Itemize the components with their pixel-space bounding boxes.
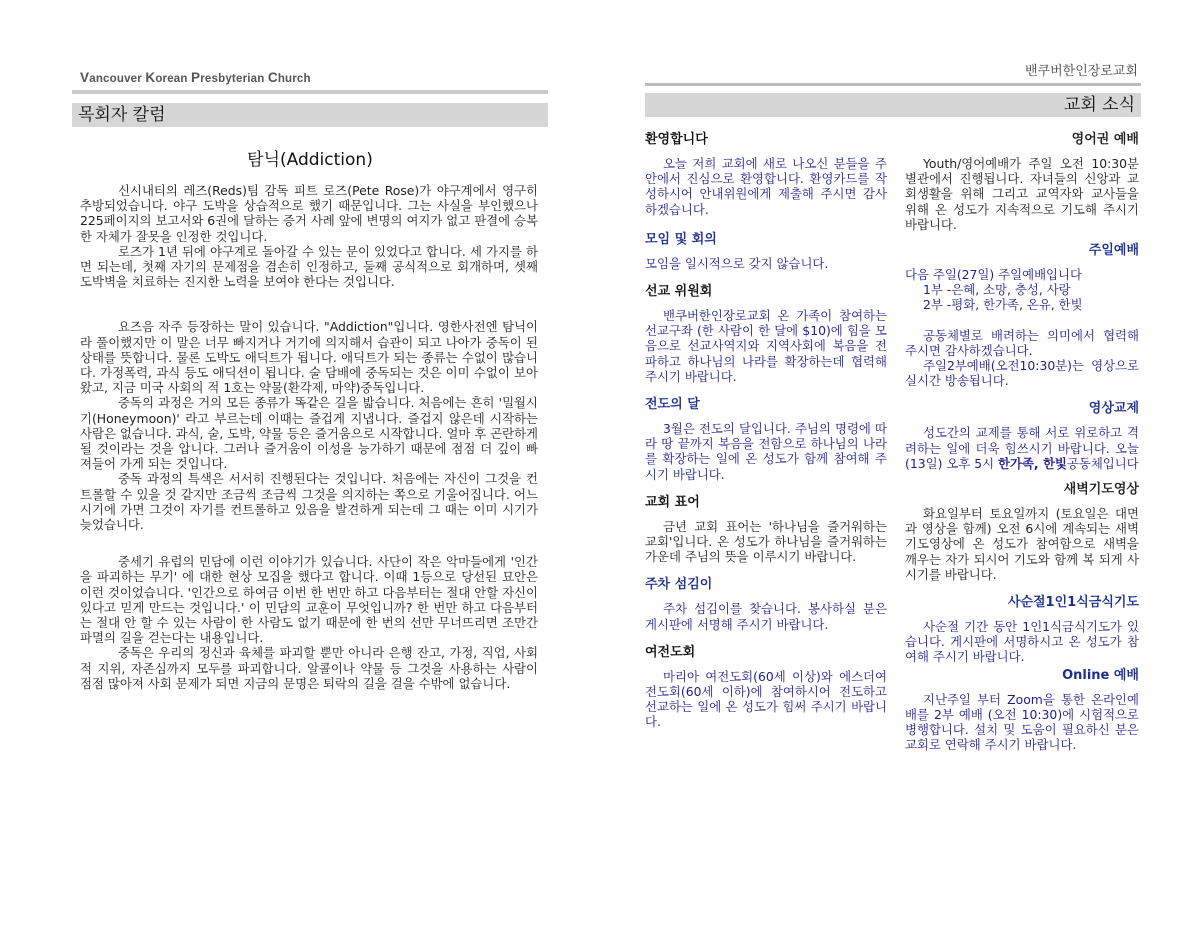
news-body: 금년 교회 표어는 '하나님을 즐거워하는 교회'입니다. 온 성도가 하나님을 즐거워하는 가운데 주님의 뜻을 이루시기 바랍니다. (645, 518, 887, 565)
news-body: 화요일부터 토요일까지 (토요일은 대면과 영상을 함께) 오전 6시에 계속되는 새벽기도영상에 온 성도가 참여함으로 새벽을 깨우는 자가 되시어 기도와 함께 복 되게 사시기를 바랍니다. (905, 506, 1139, 582)
news-heading: 사순절1인1식금식기도 (1007, 595, 1139, 611)
news-heading: 전도의 달 (645, 397, 700, 413)
news-column-left (645, 131, 887, 730)
article-paragraph: 중세기 유럽의 민담에 이런 이야기가 있습니다. 사단이 작은 악마들에게 '인간을 파괴하는 무기' 에 대한 현상 모집을 했다고 합니다. 이때 1등으로 당선된 묘안은 이런 것이었습니다. '인간으로 하여금 이번 한 번만 하고 다음부터는 절대 안할 자신이 있다고 믿게 만드는 것입니다.' 이 민담의 교훈이 무엇입니까? 한 번만 하고 다음부터는 절대 안 할 수 있는 사람이 한 사람도 없기 때문에 한 번의 선만 무너뜨리면 조만간 파멸의 길을 걷는다는 내용입니다. (80, 554, 538, 646)
article-paragraph: 로즈가 1년 뒤에 야구계로 돌아갈 수 있는 문이 있었다고 합니다. 세 가지를 하면 되는데, 첫째 자기의 문제점을 겸손히 인정하고, 둘째 공식적으로 회개하며, 셋째 도박벽을 치료하는 진지한 노력을 보여야 한다는 것입니다. (80, 243, 538, 290)
news-body (905, 267, 1139, 313)
article-paragraph: 요즈음 자주 등장하는 말이 있습니다. "Addiction"입니다. 영한사전엔 탐닉이라 풀이했지만 이 말은 너무 빠지거나 거기에 의지해서 습관이 되고 나아가 중독이 된 상태를 뜻합니다. 물론 도박도 애딕트가 됩니다. 애딕트가 되는 종류는 수없이 많습니다. 가정폭력, 과식 등도 애딕션이 됩니다. 술 담배에 중독되는 것은 이미 수없이 보아 왔고, 지금 미국 사회의 적 1호는 약물(환각제, 마약)중독입니다. (80, 319, 538, 396)
news-body: 마리아 여전도회(60세 이상)와 에스더여전도회(60세 이하)에 참여하시어 전도하고 선교하는 일에 온 성도가 힘써 주시기 바랍니다. (645, 668, 887, 730)
news-heading: 환영합니다 (645, 132, 708, 147)
news-body-red: 주일2부예배(오전10:30분)는 영상으로 실시간 방송됩니다. (905, 358, 1139, 389)
news-heading: 주일예배 (1088, 243, 1139, 259)
news-heading: 선교 위원회 (645, 284, 713, 300)
news-body: 사순절 기간 동안 1인1식금식기도가 있습니다. 게시판에 서명하시고 온 성도가 참여해 주시기 바랍니다. (905, 619, 1139, 665)
news-body: 밴쿠버한인장로교회 온 가족이 참여하는 선교구좌 (한 사람이 한 달에 $10)에 힘을 모음으로 선교사역지와 지역사회에 복음을 전파하고 하나님의 나라를 확장하는데 협력해 주시기 바랍니다. (645, 308, 887, 384)
news-heading: 교회 표어 (645, 494, 700, 510)
sunday-line: 다음 주일(27일) 주일예배입니다 (905, 267, 1082, 283)
sunday-line: 2부 -평화, 한가족, 온유, 한빛 (923, 297, 1083, 313)
news-heading: 새벽기도영상 (1063, 482, 1139, 498)
news-heading: 영상교제 (1088, 401, 1139, 417)
news-body: 성도간의 교제를 통해 서로 위로하고 격려하는 일에 더욱 힘쓰시기 바랍니다. 오늘(13일) 오후 5시 한가족, 한빛공동체입니다 (905, 425, 1139, 471)
news-body: 주차 섬김이를 찾습니다. 봉사하실 분은 게시판에 서명해 주시기 바랍니다. (645, 601, 887, 632)
article-paragraph: 중독의 과정은 거의 모든 종류가 똑같은 길을 밟습니다. 처음에는 흔히 '밀월시기(Honeymoon)' 라고 부르는데 이때는 즐겁게 지냅니다. 즐겁지 않은데 시작하는 사람은 없습니다. 과식, 술, 도박, 약물 등은 즐거움으로 시작합니다. 얼마 후 곤란하게 될 것이라는 것을 압니다. 그러나 즐거움이 이성을 능가하기 때문에 점점 더 깊이 빠져들어 가게 되는 것입니다. (80, 395, 539, 472)
header-rule (72, 90, 548, 94)
news-heading: 영어권 예배 (1071, 132, 1139, 147)
article-paragraph: 중독은 우리의 정신과 육체를 파괴할 뿐만 아니라 은행 잔고, 가정, 직업, 사회적 지위, 자존심까지 모두를 파괴합니다. 알콜이나 약물 등 그것을 사용하는 사람이 점점 많아져 사회 문제가 되면 지금의 문명은 퇴락의 길을 걸을 수밖에 없습니다. (80, 645, 538, 691)
sunday-line: 1부 -은혜, 소망, 충성, 사랑 (923, 282, 1071, 298)
news-body: 모임을 일시적으로 갖지 않습니다. (645, 255, 829, 271)
church-name-english: Vancouver Korean Presbyterian Church (80, 70, 311, 85)
news-heading: Online 예배 (1062, 667, 1139, 683)
news-body: 공동체별로 배려하는 의미에서 협력해 주시면 감사하겠습니다. (905, 327, 1139, 358)
church-name-korean: 밴쿠버한인장로교회 (1024, 64, 1138, 79)
news-heading: 여전도회 (645, 644, 696, 660)
header-rule (645, 83, 1141, 86)
article-title: 탐닉(Addiction) (247, 150, 373, 170)
section-title-pastor-column: 목회자 칼럼 (72, 103, 548, 127)
news-body: Youth/영어예배가 주일 오전 10:30분 별관에서 진행됩니다. 자녀들의 신앙과 교회생활을 위해 그리고 교역자와 교사들을 위해 온 성도가 지속적으로 기도해 주시기 바랍니다. (905, 156, 1139, 232)
news-column-right (905, 131, 1139, 752)
news-body: 3월은 전도의 달입니다. 주님의 명령에 따라 땅 끝까지 복음을 전함으로 하나님의 나라를 확장하는 일에 온 성도가 함께 참여해 주시기 바랍니다. (645, 421, 887, 482)
news-body: 지난주일 부터 Zoom을 통한 온라인예배를 2부 예배 (오전 10:30)에 시험적으로 병행합니다. 설치 및 도움이 필요하신 분은 교회로 연락해 주시기 바랍니다. (905, 691, 1139, 753)
news-heading: 주차 섬김이 (645, 577, 713, 593)
news-heading: 모임 및 회의 (645, 231, 717, 247)
section-title-church-news: 교회 소식 (645, 93, 1141, 117)
news-body: 오늘 저희 교회에 새로 나오신 분들을 주 안에서 진심으로 환영합니다. 환영카드를 작성하시어 안내위원에게 제출해 주시면 감사하겠습니다. (645, 156, 887, 217)
article-paragraph: 중독 과정의 특색은 서서히 진행된다는 것입니다. 처음에는 자신이 그것을 컨트롤할 수 있을 것 같지만 조금씩 조금씩 그것을 의지하는 쪽으로 기울어집니다. 어느 시기에 가면 그것이 자기를 컨트롤하고 있음을 발견하게 되는데 그 때는 이미 시기가 늦었습니다. (80, 471, 538, 533)
article-paragraph: 신시내티의 레즈(Reds)팀 감독 피트 로즈(Pete Rose)가 야구계에서 영구히 추방되었습니다. 야구 도박을 상습적으로 했기 때문입니다. 그는 사실을 부인했으나 225페이지의 보고서와 6권에 달하는 증거 사례 앞에 변명의 여지가 없고 판결에 승복한 자체가 잘못을 인정한 것입니다. (80, 183, 538, 244)
article-body (80, 183, 538, 691)
